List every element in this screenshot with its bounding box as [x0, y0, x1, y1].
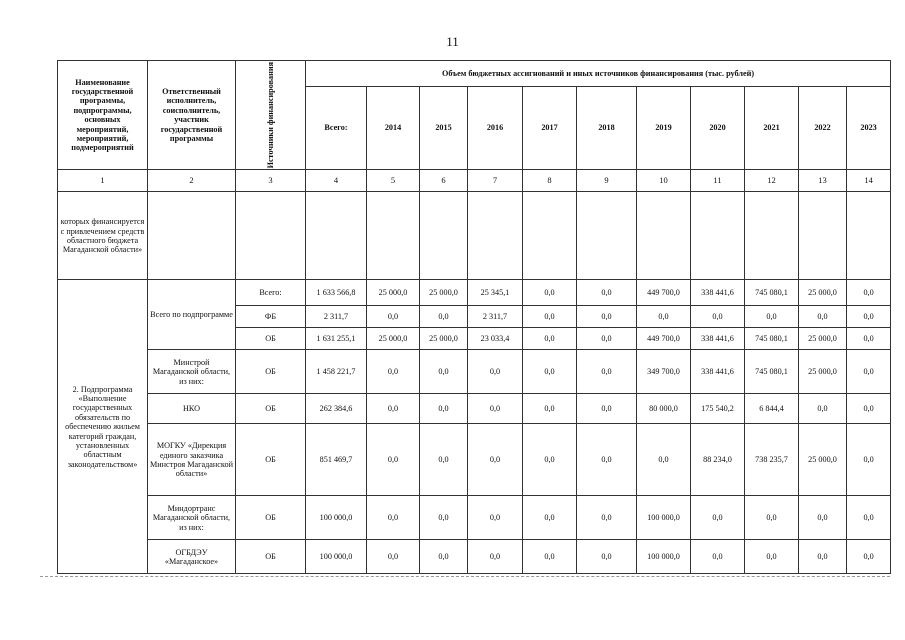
value-cell: 80 000,0 — [637, 394, 691, 424]
value-cell: 0,0 — [691, 540, 745, 574]
value-cell: 449 700,0 — [637, 328, 691, 350]
value-cell: 338 441,6 — [691, 350, 745, 394]
header-total: Всего: — [306, 86, 367, 170]
value-cell: 0,0 — [637, 306, 691, 328]
column-number: 3 — [236, 170, 306, 192]
value-cell: 0,0 — [745, 306, 799, 328]
header-year: 2017 — [523, 86, 577, 170]
header-year: 2015 — [420, 86, 468, 170]
value-cell: 0,0 — [847, 306, 891, 328]
column-number: 14 — [847, 170, 891, 192]
column-number: 4 — [306, 170, 367, 192]
value-cell: 0,0 — [577, 350, 637, 394]
responsible-cell: НКО — [148, 394, 236, 424]
source-cell: ОБ — [236, 540, 306, 574]
header-sources-text: Источники финансирования — [265, 62, 275, 169]
value-cell: 0,0 — [799, 540, 847, 574]
column-number: 10 — [637, 170, 691, 192]
column-number: 8 — [523, 170, 577, 192]
value-cell: 0,0 — [468, 394, 523, 424]
column-number: 2 — [148, 170, 236, 192]
total-cell: 2 311,7 — [306, 306, 367, 328]
column-number: 9 — [577, 170, 637, 192]
source-cell: ОБ — [236, 496, 306, 540]
value-cell: 0,0 — [367, 540, 420, 574]
value-cell: 0,0 — [420, 350, 468, 394]
source-cell: ОБ — [236, 394, 306, 424]
value-cell: 0,0 — [523, 394, 577, 424]
column-number: 5 — [367, 170, 420, 192]
value-cell: 0,0 — [847, 496, 891, 540]
value-cell: 0,0 — [745, 496, 799, 540]
column-number: 12 — [745, 170, 799, 192]
source-cell: ОБ — [236, 350, 306, 394]
value-cell: 0,0 — [523, 280, 577, 306]
header-year: 2016 — [468, 86, 523, 170]
value-cell: 0,0 — [367, 394, 420, 424]
value-cell: 0,0 — [367, 424, 420, 496]
value-cell: 25 000,0 — [420, 280, 468, 306]
subprogram-name: 2. Подпрограмма «Выполнение государственных обязательств по обеспечению жильем категорий граждан, установленных областным законодательством» — [58, 280, 148, 574]
value-cell: 0,0 — [420, 496, 468, 540]
column-number: 7 — [468, 170, 523, 192]
value-cell: 0,0 — [637, 424, 691, 496]
total-cell: 851 469,7 — [306, 424, 367, 496]
value-cell: 0,0 — [420, 424, 468, 496]
value-cell: 738 235,7 — [745, 424, 799, 496]
header-year: 2021 — [745, 86, 799, 170]
table-row — [58, 540, 891, 574]
total-cell: 100 000,0 — [306, 496, 367, 540]
value-cell: 745 080,1 — [745, 350, 799, 394]
value-cell: 0,0 — [847, 328, 891, 350]
header-year: 2022 — [799, 86, 847, 170]
responsible-cell: Миндортранс Магаданской области, из них: — [148, 496, 236, 540]
value-cell: 0,0 — [577, 424, 637, 496]
value-cell: 0,0 — [468, 350, 523, 394]
table-row — [58, 424, 891, 496]
value-cell: 0,0 — [847, 394, 891, 424]
continuation-text: которых финансируется с привлечением средств областного бюджета Магаданской области» — [58, 192, 148, 280]
value-cell: 0,0 — [468, 496, 523, 540]
value-cell: 0,0 — [367, 306, 420, 328]
value-cell: 0,0 — [420, 306, 468, 328]
value-cell: 0,0 — [577, 540, 637, 574]
total-cell: 1 633 566,8 — [306, 280, 367, 306]
header-year: 2018 — [577, 86, 637, 170]
source-cell: ОБ — [236, 328, 306, 350]
value-cell: 0,0 — [691, 306, 745, 328]
total-cell: 100 000,0 — [306, 540, 367, 574]
value-cell: 349 700,0 — [637, 350, 691, 394]
value-cell: 6 844,4 — [745, 394, 799, 424]
value-cell: 100 000,0 — [637, 540, 691, 574]
value-cell: 0,0 — [577, 394, 637, 424]
value-cell: 0,0 — [745, 540, 799, 574]
value-cell: 449 700,0 — [637, 280, 691, 306]
responsible-cell: Всего по подпрограмме — [148, 280, 236, 350]
value-cell: 745 080,1 — [745, 328, 799, 350]
value-cell: 0,0 — [577, 306, 637, 328]
value-cell: 25 000,0 — [420, 328, 468, 350]
value-cell: 25 000,0 — [799, 424, 847, 496]
column-number: 6 — [420, 170, 468, 192]
footer-divider — [40, 576, 890, 577]
table-row — [58, 280, 891, 306]
responsible-cell: Минстрой Магаданской области, из них: — [148, 350, 236, 394]
value-cell: 0,0 — [847, 540, 891, 574]
value-cell: 25 000,0 — [799, 350, 847, 394]
value-cell: 25 000,0 — [799, 328, 847, 350]
value-cell: 23 033,4 — [468, 328, 523, 350]
total-cell: 262 384,6 — [306, 394, 367, 424]
responsible-cell: МОГКУ «Дирекция единого заказчика Минстроя Магаданской области» — [148, 424, 236, 496]
header-year: 2020 — [691, 86, 745, 170]
value-cell: 25 000,0 — [367, 328, 420, 350]
value-cell: 745 080,1 — [745, 280, 799, 306]
value-cell: 25 000,0 — [367, 280, 420, 306]
value-cell: 0,0 — [523, 424, 577, 496]
responsible-cell: ОГБДЭУ «Магаданское» — [148, 540, 236, 574]
table-row — [58, 350, 891, 394]
header-year: 2019 — [637, 86, 691, 170]
value-cell: 0,0 — [367, 350, 420, 394]
value-cell: 0,0 — [577, 280, 637, 306]
value-cell: 0,0 — [523, 496, 577, 540]
value-cell: 0,0 — [577, 496, 637, 540]
table-row — [58, 496, 891, 540]
value-cell: 0,0 — [468, 540, 523, 574]
value-cell: 88 234,0 — [691, 424, 745, 496]
value-cell: 0,0 — [847, 350, 891, 394]
value-cell: 0,0 — [847, 424, 891, 496]
column-number: 1 — [58, 170, 148, 192]
header-responsible: Ответственный исполнитель, соисполнитель, участник государственной программы — [148, 61, 236, 170]
value-cell: 0,0 — [367, 496, 420, 540]
continuation-row — [58, 192, 891, 280]
value-cell: 0,0 — [523, 328, 577, 350]
page-number: 11 — [446, 34, 459, 49]
value-cell: 0,0 — [799, 496, 847, 540]
value-cell: 2 311,7 — [468, 306, 523, 328]
value-cell: 0,0 — [523, 540, 577, 574]
column-number: 11 — [691, 170, 745, 192]
value-cell: 0,0 — [799, 306, 847, 328]
value-cell: 0,0 — [523, 350, 577, 394]
value-cell: 0,0 — [420, 540, 468, 574]
value-cell: 0,0 — [691, 496, 745, 540]
value-cell: 0,0 — [577, 328, 637, 350]
source-cell: Всего: — [236, 280, 306, 306]
source-cell: ОБ — [236, 424, 306, 496]
header-year: 2014 — [367, 86, 420, 170]
value-cell: 0,0 — [468, 424, 523, 496]
value-cell: 25 345,1 — [468, 280, 523, 306]
header-name: Наименование государственной программы, подпрограммы, основных мероприятий, мероприятий, подмероприятий — [58, 61, 148, 170]
total-cell: 1 631 255,1 — [306, 328, 367, 350]
value-cell: 0,0 — [523, 306, 577, 328]
value-cell: 175 540,2 — [691, 394, 745, 424]
value-cell: 0,0 — [799, 394, 847, 424]
source-cell: ФБ — [236, 306, 306, 328]
header-sources — [236, 61, 306, 170]
value-cell: 338 441,6 — [691, 328, 745, 350]
value-cell: 0,0 — [420, 394, 468, 424]
column-number: 13 — [799, 170, 847, 192]
budget-table — [57, 60, 891, 574]
total-cell: 1 458 221,7 — [306, 350, 367, 394]
value-cell: 25 000,0 — [799, 280, 847, 306]
header-volume: Объем бюджетных ассигнований и иных источников финансирования (тыс. рублей) — [306, 61, 891, 87]
header-year: 2023 — [847, 86, 891, 170]
table-row — [58, 394, 891, 424]
value-cell: 100 000,0 — [637, 496, 691, 540]
value-cell: 338 441,6 — [691, 280, 745, 306]
value-cell: 0,0 — [847, 280, 891, 306]
